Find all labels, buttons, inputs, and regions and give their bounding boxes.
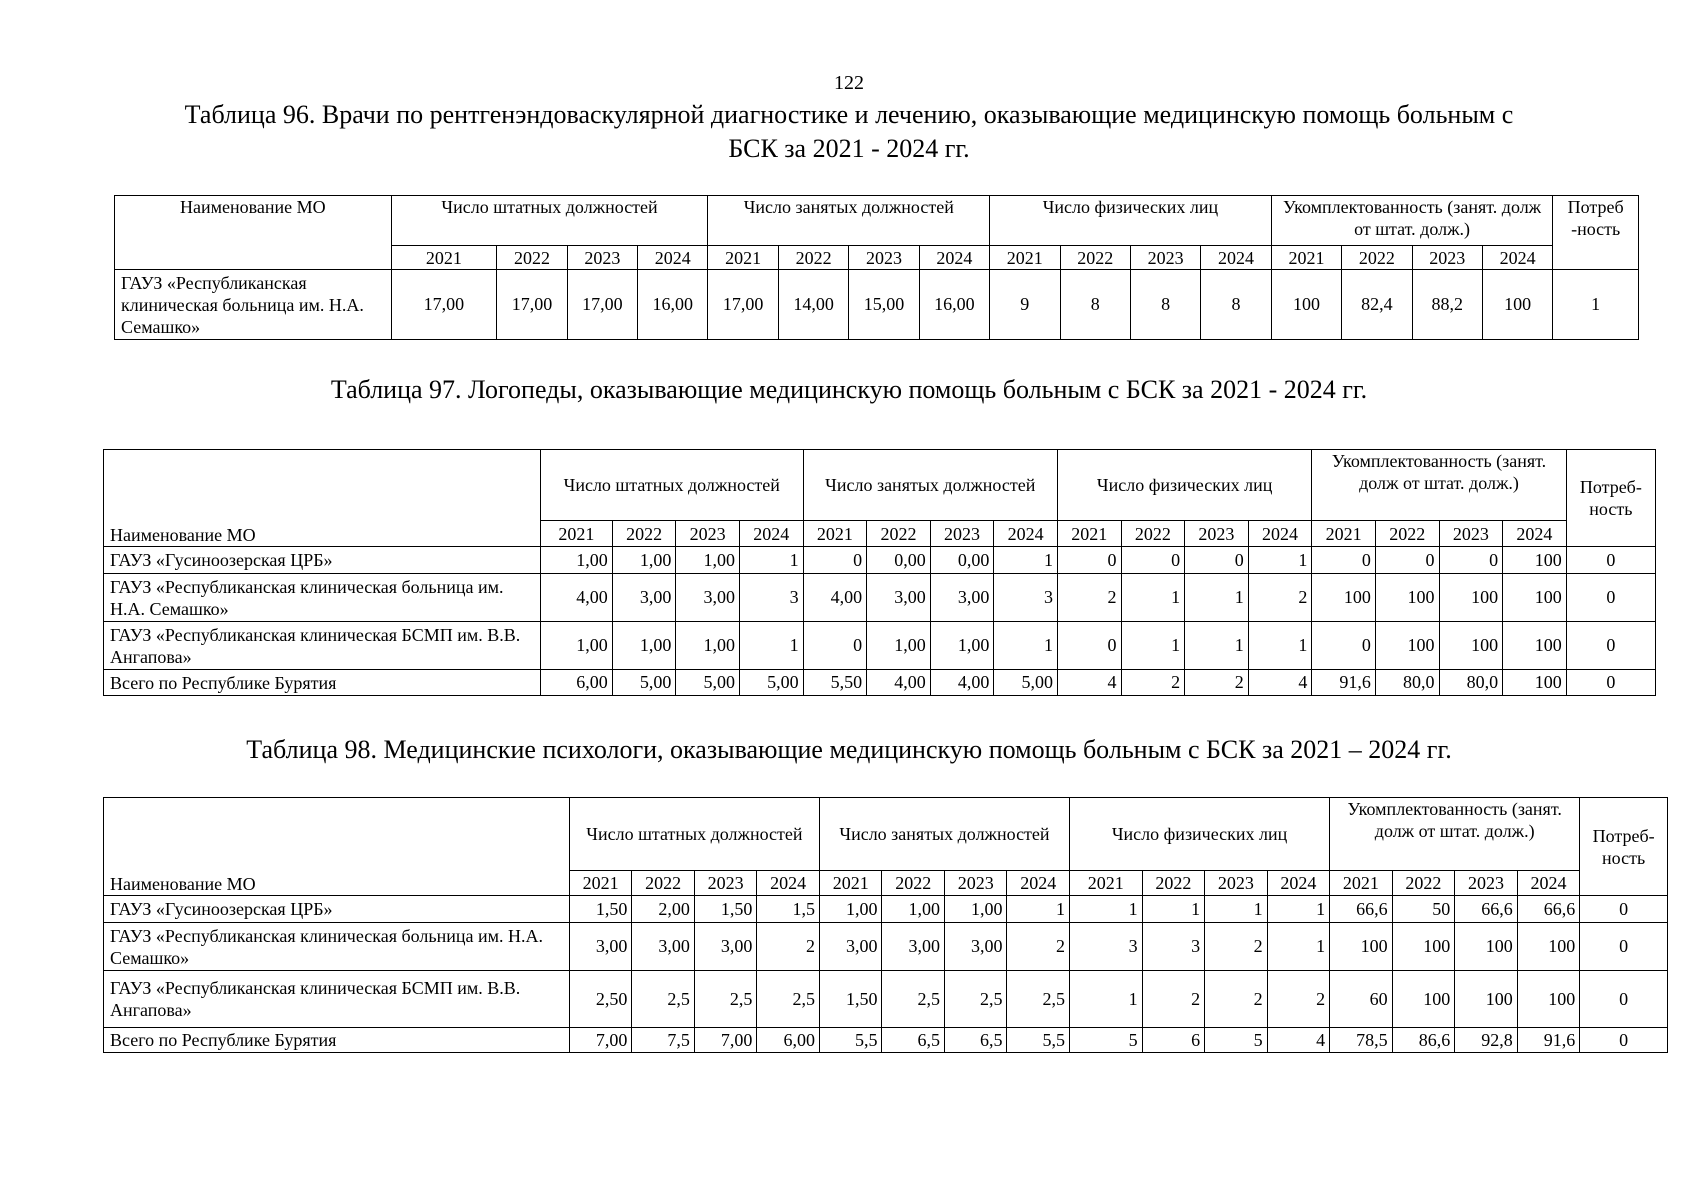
cell: 1,00 (867, 622, 931, 670)
year-header: 2022 (1121, 521, 1185, 547)
cell: 4 (1267, 1028, 1330, 1053)
col-header-staffing-level: Укомплектованность (занят. долж от штат. долж.) (1271, 196, 1553, 246)
cell: 1 (994, 547, 1058, 574)
row-name: ГАУЗ «Республиканская клиническая БСМП им. В.В. Ангапова» (104, 971, 570, 1028)
table-row (104, 896, 1668, 923)
cell: 66,6 (1455, 896, 1518, 923)
cell: 1,00 (882, 896, 945, 923)
cell: 100 (1392, 923, 1455, 971)
year-header: 2021 (819, 871, 882, 896)
year-header: 2024 (1503, 521, 1567, 547)
cell: 2 (1248, 574, 1312, 622)
col-header-staff-positions: Число штатных должностей (569, 798, 819, 871)
cell: 6,5 (882, 1028, 945, 1053)
cell: 3,00 (569, 923, 632, 971)
cell: 17,00 (708, 270, 778, 340)
cell: 3,00 (930, 574, 994, 622)
cell: 2,5 (694, 971, 757, 1028)
cell: 3,00 (694, 923, 757, 971)
cell: 1 (1248, 547, 1312, 574)
cell: 88,2 (1412, 270, 1482, 340)
cell: 2,5 (882, 971, 945, 1028)
year-header: 2023 (567, 246, 637, 270)
table-row (104, 547, 1656, 574)
cell: 4,00 (867, 670, 931, 696)
cell: 0,00 (930, 547, 994, 574)
table-98-title: Таблица 98. Медицинские психологи, оказывающие медицинскую помощь больным с БСК за 2021 – 2024 гг. (246, 735, 1452, 764)
cell: 1 (1185, 622, 1249, 670)
cell: 100 (1517, 923, 1580, 971)
cell: 3,00 (819, 923, 882, 971)
cell: 2 (1057, 574, 1121, 622)
table-row-total (104, 1028, 1668, 1053)
cell: 8 (1130, 270, 1200, 340)
cell: 1 (1205, 896, 1268, 923)
year-header: 2023 (1205, 871, 1268, 896)
year-header: 2022 (778, 246, 848, 270)
cell: 5,00 (612, 670, 676, 696)
cell: 4 (1248, 670, 1312, 696)
cell: 1,5 (757, 896, 820, 923)
cell: 5,00 (739, 670, 803, 696)
cell: 9 (990, 270, 1060, 340)
col-header-individuals: Число физических лиц (1057, 450, 1311, 521)
cell: 1 (739, 547, 803, 574)
cell: 1 (1070, 971, 1143, 1028)
col-header-need: Потреб-ность (1566, 450, 1655, 547)
cell: 2 (1205, 971, 1268, 1028)
year-header: 2024 (757, 871, 820, 896)
table-row (104, 622, 1656, 670)
row-name: Всего по Республике Бурятия (104, 1028, 570, 1053)
row-name: ГАУЗ «Республиканская клиническая БСМП им. В.В. Ангапова» (104, 622, 541, 670)
cell: 66,6 (1517, 896, 1580, 923)
year-header: 2024 (994, 521, 1058, 547)
table-96-title-line1: Таблица 96. Врачи по рентгенэндоваскулярной диагностике и лечению, оказывающие медицинскую помощь больным с (184, 100, 1514, 129)
cell: 2,5 (1007, 971, 1070, 1028)
cell: 7,00 (694, 1028, 757, 1053)
cell: 0 (1580, 971, 1668, 1028)
cell: 1,50 (819, 971, 882, 1028)
cell: 7,00 (569, 1028, 632, 1053)
year-header: 2021 (540, 521, 612, 547)
year-header: 2022 (632, 871, 695, 896)
col-header-name: Наименование МО (104, 798, 570, 896)
cell: 6,5 (944, 1028, 1007, 1053)
cell: 5 (1205, 1028, 1268, 1053)
col-header-occupied-positions: Число занятых должностей (708, 196, 990, 246)
cell: 17,00 (497, 270, 567, 340)
cell: 0 (1312, 622, 1376, 670)
cell: 2,50 (569, 971, 632, 1028)
row-name: ГАУЗ «Республиканская клиническая больница им. Н.А. Семашко» (104, 574, 541, 622)
cell: 0 (1121, 547, 1185, 574)
cell: 3,00 (612, 574, 676, 622)
cell: 100 (1503, 622, 1567, 670)
year-header: 2022 (1142, 871, 1205, 896)
row-name: ГАУЗ «Гусиноозерская ЦРБ» (104, 896, 570, 923)
cell: 0 (1580, 923, 1668, 971)
cell: 2 (1007, 923, 1070, 971)
cell: 17,00 (391, 270, 497, 340)
cell: 3 (1070, 923, 1143, 971)
cell: 5,50 (803, 670, 867, 696)
cell: 5,00 (676, 670, 740, 696)
col-header-individuals: Число физических лиц (1070, 798, 1330, 871)
table-96 (114, 195, 1639, 340)
cell: 5,5 (1007, 1028, 1070, 1053)
cell: 1 (1267, 896, 1330, 923)
year-header: 2024 (919, 246, 989, 270)
cell: 3,00 (867, 574, 931, 622)
cell: 1,00 (612, 622, 676, 670)
cell: 0 (1057, 547, 1121, 574)
year-header: 2021 (708, 246, 778, 270)
cell: 4,00 (803, 574, 867, 622)
cell: 5 (1070, 1028, 1143, 1053)
cell: 100 (1503, 574, 1567, 622)
cell: 100 (1455, 923, 1518, 971)
cell: 16,00 (919, 270, 989, 340)
cell: 50 (1392, 896, 1455, 923)
cell: 0 (1566, 622, 1655, 670)
cell: 3 (1142, 923, 1205, 971)
row-name: ГАУЗ «Гусиноозерская ЦРБ» (104, 547, 541, 574)
cell: 60 (1330, 971, 1393, 1028)
cell: 100 (1392, 971, 1455, 1028)
table-96-title-line2: БСК за 2021 - 2024 гг. (728, 134, 970, 163)
cell: 3,00 (944, 923, 1007, 971)
col-header-staffing-level: Укомплектованность (занят. долж от штат. долж.) (1330, 798, 1580, 871)
table-98 (103, 797, 1668, 1053)
year-header: 2023 (1439, 521, 1503, 547)
cell: 16,00 (638, 270, 708, 340)
year-header: 2021 (391, 246, 497, 270)
cell: 6,00 (757, 1028, 820, 1053)
year-header: 2024 (1267, 871, 1330, 896)
cell: 4,00 (930, 670, 994, 696)
row-name: ГАУЗ «Республиканская клиническая больница им. Н.А. Семашко» (104, 923, 570, 971)
cell: 7,5 (632, 1028, 695, 1053)
year-header: 2021 (990, 246, 1060, 270)
cell: 1,00 (930, 622, 994, 670)
cell: 100 (1439, 622, 1503, 670)
cell: 2 (1205, 923, 1268, 971)
cell: 0 (803, 547, 867, 574)
table-row (104, 574, 1656, 622)
col-header-individuals: Число физических лиц (990, 196, 1272, 246)
year-header: 2022 (882, 871, 945, 896)
cell: 100 (1330, 923, 1393, 971)
cell: 3 (739, 574, 803, 622)
cell: 1,00 (676, 547, 740, 574)
cell: 2,5 (757, 971, 820, 1028)
cell: 0 (1057, 622, 1121, 670)
cell: 100 (1482, 270, 1552, 340)
cell: 1 (1121, 622, 1185, 670)
cell: 0 (1439, 547, 1503, 574)
cell: 8 (1201, 270, 1271, 340)
cell: 100 (1271, 270, 1341, 340)
cell: 2 (1142, 971, 1205, 1028)
year-header: 2024 (739, 521, 803, 547)
year-header: 2021 (1057, 521, 1121, 547)
cell: 100 (1503, 670, 1567, 696)
cell: 8 (1060, 270, 1130, 340)
cell: 91,6 (1517, 1028, 1580, 1053)
table-97 (103, 449, 1656, 696)
cell: 2,5 (632, 971, 695, 1028)
year-header: 2022 (612, 521, 676, 547)
cell: 0 (1312, 547, 1376, 574)
cell: 2,00 (632, 896, 695, 923)
cell: 1,00 (540, 622, 612, 670)
cell: 1 (1070, 896, 1143, 923)
cell: 92,8 (1455, 1028, 1518, 1053)
cell: 91,6 (1312, 670, 1376, 696)
year-header: 2024 (1482, 246, 1552, 270)
table-row (115, 270, 1639, 340)
year-header: 2023 (1130, 246, 1200, 270)
year-header: 2024 (638, 246, 708, 270)
cell: 80,0 (1375, 670, 1439, 696)
col-header-need: Потреб-ность (1580, 798, 1668, 896)
cell: 0 (1580, 1028, 1668, 1053)
cell: 1,50 (694, 896, 757, 923)
cell: 78,5 (1330, 1028, 1393, 1053)
year-header: 2024 (1248, 521, 1312, 547)
cell: 80,0 (1439, 670, 1503, 696)
cell: 3,00 (676, 574, 740, 622)
cell: 1 (1185, 574, 1249, 622)
year-header: 2023 (676, 521, 740, 547)
cell: 5,00 (994, 670, 1058, 696)
year-header: 2023 (694, 871, 757, 896)
cell: 2 (1267, 971, 1330, 1028)
year-header: 2021 (1070, 871, 1143, 896)
year-header: 2024 (1517, 871, 1580, 896)
col-header-name: Наименование МО (104, 450, 541, 547)
cell: 66,6 (1330, 896, 1393, 923)
cell: 0 (1566, 574, 1655, 622)
cell: 2 (757, 923, 820, 971)
cell: 100 (1503, 547, 1567, 574)
cell: 0 (1185, 547, 1249, 574)
cell: 1 (1267, 923, 1330, 971)
year-header: 2023 (930, 521, 994, 547)
cell: 100 (1375, 574, 1439, 622)
cell: 2 (1185, 670, 1249, 696)
year-header: 2022 (1375, 521, 1439, 547)
year-header: 2023 (1185, 521, 1249, 547)
cell: 0 (1580, 896, 1668, 923)
cell: 1,00 (819, 896, 882, 923)
cell: 3 (994, 574, 1058, 622)
cell: 1,00 (944, 896, 1007, 923)
cell: 1 (1142, 896, 1205, 923)
cell: 6,00 (540, 670, 612, 696)
year-header: 2021 (1312, 521, 1376, 547)
cell: 0,00 (867, 547, 931, 574)
year-header: 2023 (1455, 871, 1518, 896)
year-header: 2022 (1060, 246, 1130, 270)
cell: 1,00 (612, 547, 676, 574)
cell: 0 (1566, 670, 1655, 696)
cell: 0 (803, 622, 867, 670)
table-row-total (104, 670, 1656, 696)
year-header: 2021 (1271, 246, 1341, 270)
cell: 2 (1121, 670, 1185, 696)
col-header-occupied-positions: Число занятых должностей (803, 450, 1057, 521)
table-96-title (0, 98, 1698, 166)
cell: 1 (1121, 574, 1185, 622)
col-header-occupied-positions: Число занятых должностей (819, 798, 1069, 871)
col-header-staff-positions: Число штатных должностей (540, 450, 803, 521)
year-header: 2021 (1330, 871, 1393, 896)
cell: 82,4 (1342, 270, 1412, 340)
cell: 100 (1312, 574, 1376, 622)
cell: 1 (1007, 896, 1070, 923)
cell: 1 (739, 622, 803, 670)
page-number: 122 (834, 72, 864, 94)
cell: 100 (1439, 574, 1503, 622)
cell: 0 (1566, 547, 1655, 574)
col-header-staff-positions: Число штатных должностей (391, 196, 708, 246)
year-header: 2022 (1342, 246, 1412, 270)
table-row (104, 971, 1668, 1028)
col-header-need: Потреб -ность (1553, 196, 1639, 270)
row-name: ГАУЗ «Республиканская клиническая больница им. Н.А. Семашко» (115, 270, 392, 340)
col-header-staffing-level: Укомплектованность (занят. долж от штат. долж.) (1312, 450, 1566, 521)
cell: 1 (994, 622, 1058, 670)
year-header: 2022 (1392, 871, 1455, 896)
cell: 3,00 (882, 923, 945, 971)
cell: 0 (1375, 547, 1439, 574)
year-header: 2024 (1007, 871, 1070, 896)
table-97-title: Таблица 97. Логопеды, оказывающие медицинскую помощь больным с БСК за 2021 - 2024 гг. (330, 375, 1368, 404)
cell: 100 (1375, 622, 1439, 670)
year-header: 2023 (944, 871, 1007, 896)
year-header: 2021 (569, 871, 632, 896)
row-name: Всего по Республике Бурятия (104, 670, 541, 696)
table-row (104, 923, 1668, 971)
cell: 6 (1142, 1028, 1205, 1053)
cell: 100 (1517, 971, 1580, 1028)
cell: 1,00 (676, 622, 740, 670)
cell: 15,00 (849, 270, 919, 340)
cell: 1,50 (569, 896, 632, 923)
cell: 4 (1057, 670, 1121, 696)
year-header: 2021 (803, 521, 867, 547)
cell: 100 (1455, 971, 1518, 1028)
year-header: 2023 (1412, 246, 1482, 270)
year-header: 2024 (1201, 246, 1271, 270)
cell: 86,6 (1392, 1028, 1455, 1053)
cell: 3,00 (632, 923, 695, 971)
cell: 1,00 (540, 547, 612, 574)
cell: 5,5 (819, 1028, 882, 1053)
cell: 17,00 (567, 270, 637, 340)
year-header: 2022 (867, 521, 931, 547)
cell: 4,00 (540, 574, 612, 622)
cell: 1 (1553, 270, 1639, 340)
year-header: 2023 (849, 246, 919, 270)
col-header-name: Наименование МО (115, 196, 392, 270)
cell: 2,5 (944, 971, 1007, 1028)
cell: 1 (1248, 622, 1312, 670)
year-header: 2022 (497, 246, 567, 270)
cell: 14,00 (778, 270, 848, 340)
